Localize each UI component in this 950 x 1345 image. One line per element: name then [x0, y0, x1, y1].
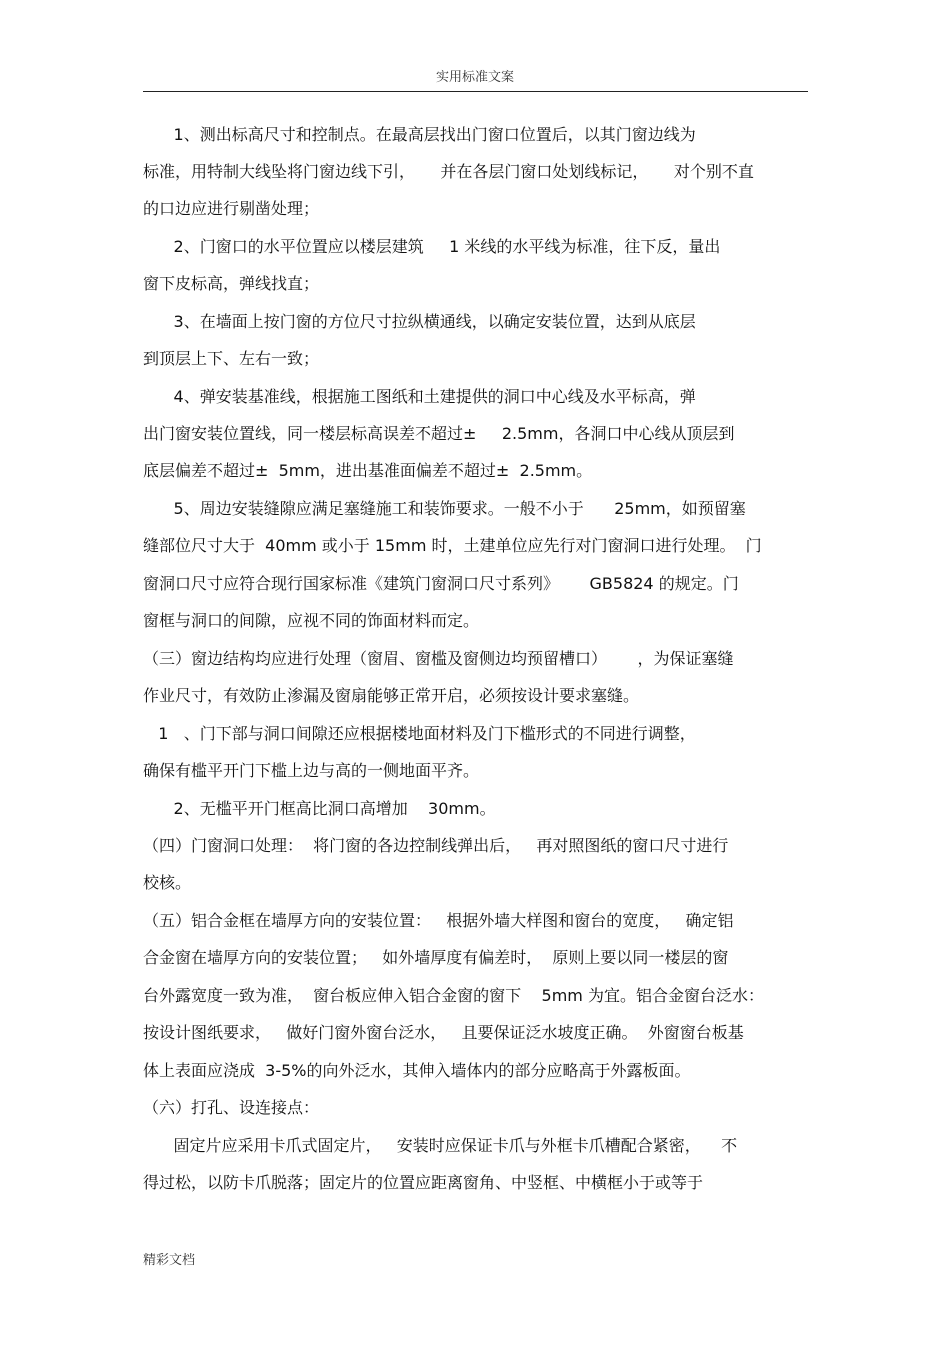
text-line: （三）窗边结构均应进行处理（窗眉、窗槛及窗侧边均预留槽口） ，为保证塞缝 — [143, 649, 734, 668]
page-footer: 精彩文档 — [143, 1253, 196, 1268]
text-line: 3、在墙面上按门窗的方位尺寸拉纵横通线，以确定安装位置，达到从底层 — [143, 312, 696, 331]
text-line: 校核。 — [143, 873, 192, 892]
text-line: 的口边应进行剔凿处理； — [143, 199, 320, 218]
page-header-title: 实用标准文案 — [435, 70, 514, 85]
text-line: （五）铝合金框在墙厚方向的安装位置： 根据外墙大样图和窗台的宽度， 确定铝 — [143, 911, 734, 930]
text-line: 按设计图纸要求， 做好门窗外窗台泛水， 且要保证泛水坡度正确。 外窗窗台板基 — [143, 1023, 744, 1042]
text-line: 窗下皮标高，弹线找直； — [143, 274, 320, 293]
text-line: 缝部位尺寸大于 40mm 或小于 15mm 时，土建单位应先行对门窗洞口进行处理。 门 — [143, 536, 762, 555]
text-line: 台外露宽度一致为准， 窗台板应伸入铝合金窗的窗下 5mm 为宜。铝合金窗台泛水： — [143, 986, 764, 1005]
text-line: 4、弹安装基准线，根据施工图纸和土建提供的洞口中心线及水平标高，弹 — [143, 387, 696, 406]
text-line: 1 、门下部与洞口间隙还应根据楼地面材料及门下槛形式的不同进行调整， — [143, 724, 696, 743]
text-line: （四）门窗洞口处理： 将门窗的各边控制线弹出后， 再对照图纸的窗口尺寸进行 — [143, 836, 729, 855]
text-line: 1、测出标高尺寸和控制点。在最高层找出门窗口位置后，以其门窗边线为 — [143, 125, 696, 144]
text-line: 体上表面应浇成 3-5%的向外泛水，其伸入墙体内的部分应略高于外露板面。 — [143, 1061, 691, 1080]
text-line: 得过松，以防卡爪脱落；固定片的位置应距离窗角、中竖框、中横框小于或等于 — [143, 1173, 704, 1192]
text-line: 合金窗在墙厚方向的安装位置； 如外墙厚度有偏差时， 原则上要以同一楼层的窗 — [143, 948, 729, 967]
text-line: 到顶层上下、左右一致； — [143, 349, 320, 368]
text-line: 5、周边安装缝隙应满足塞缝施工和装饰要求。一般不小于 25mm，如预留塞 — [143, 499, 746, 518]
text-line: 确保有槛平开门下槛上边与高的一侧地面平齐。 — [143, 761, 480, 780]
text-line: （六）打孔、设连接点： — [143, 1098, 320, 1117]
text-line: 底层偏差不超过± 5mm，进出基准面偏差不超过± 2.5mm。 — [143, 461, 593, 480]
text-line: 窗框与洞口的间隙，应视不同的饰面材料而定。 — [143, 611, 480, 630]
text-line: 作业尺寸，有效防止渗漏及窗扇能够正常开启，必须按设计要求塞缝。 — [143, 686, 640, 705]
text-line: 标准，用特制大线坠将门窗边线下引， 并在各层门窗口处划线标记， 对个别不直 — [143, 162, 754, 181]
text-line: 2、无槛平开门框高比洞口高增加 30mm。 — [143, 799, 496, 818]
text-line: 窗洞口尺寸应符合现行国家标准《建筑门窗洞口尺寸系列》 GB5824 的规定。门 — [143, 574, 739, 593]
text-line: 固定片应采用卡爪式固定片， 安装时应保证卡爪与外框卡爪槽配合紧密， 不 — [143, 1136, 738, 1155]
header-divider — [143, 91, 808, 92]
text-line: 出门窗安装位置线，同一楼层标高误差不超过± 2.5mm，各洞口中心线从顶层到 — [143, 424, 735, 443]
text-line: 2、门窗口的水平位置应以楼层建筑 1 米线的水平线为标准，往下反，量出 — [143, 237, 721, 256]
